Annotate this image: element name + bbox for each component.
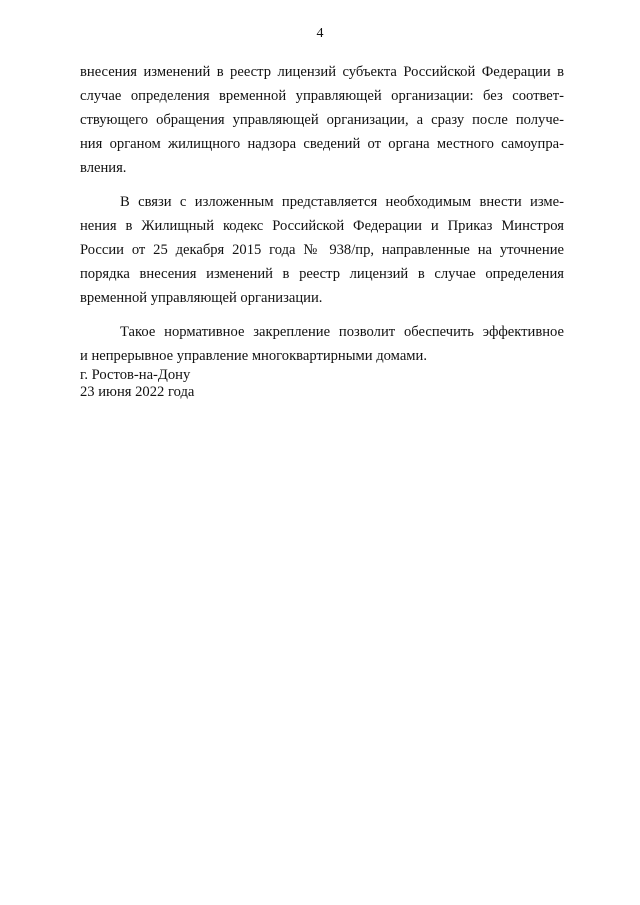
text-line: внесения изменений в реестр лицензий субъекта Российской Федерации в xyxy=(80,64,564,80)
document-body xyxy=(80,60,564,368)
date: 23 июня 2022 года xyxy=(80,384,195,400)
place: г. Ростов-на-Дону xyxy=(80,367,191,383)
paragraph-1 xyxy=(80,60,564,180)
text-line: Такое нормативное закрепление позволит обеспечить эффективное xyxy=(120,324,564,340)
text-line: России от 25 декабря 2015 года № 938/пр, направленные на уточнение xyxy=(80,242,564,258)
text-line: ствующего обращения управляющей организации, а сразу после получе- xyxy=(80,112,564,128)
text-line: нения в Жилищный кодекс Российской Федерации и Приказ Минстроя xyxy=(80,218,564,234)
paragraph-3 xyxy=(80,320,564,368)
text-line: и непрерывное управление многоквартирными домами. xyxy=(80,348,427,364)
text-line: ния органом жилищного надзора сведений от органа местного самоупра- xyxy=(80,136,564,152)
text-line: временной управляющей организации. xyxy=(80,290,323,306)
text-line: В связи с изложенным представляется необходимым внести изме- xyxy=(120,194,564,210)
paragraph-2 xyxy=(80,190,564,310)
text-line: порядка внесения изменений в реестр лицензий в случае определения xyxy=(80,266,564,282)
page-number: 4 xyxy=(316,26,324,41)
place-date-block xyxy=(80,367,194,401)
text-line: случае определения временной управляющей организации: без соответ- xyxy=(80,88,564,104)
text-line: вления. xyxy=(80,160,127,176)
